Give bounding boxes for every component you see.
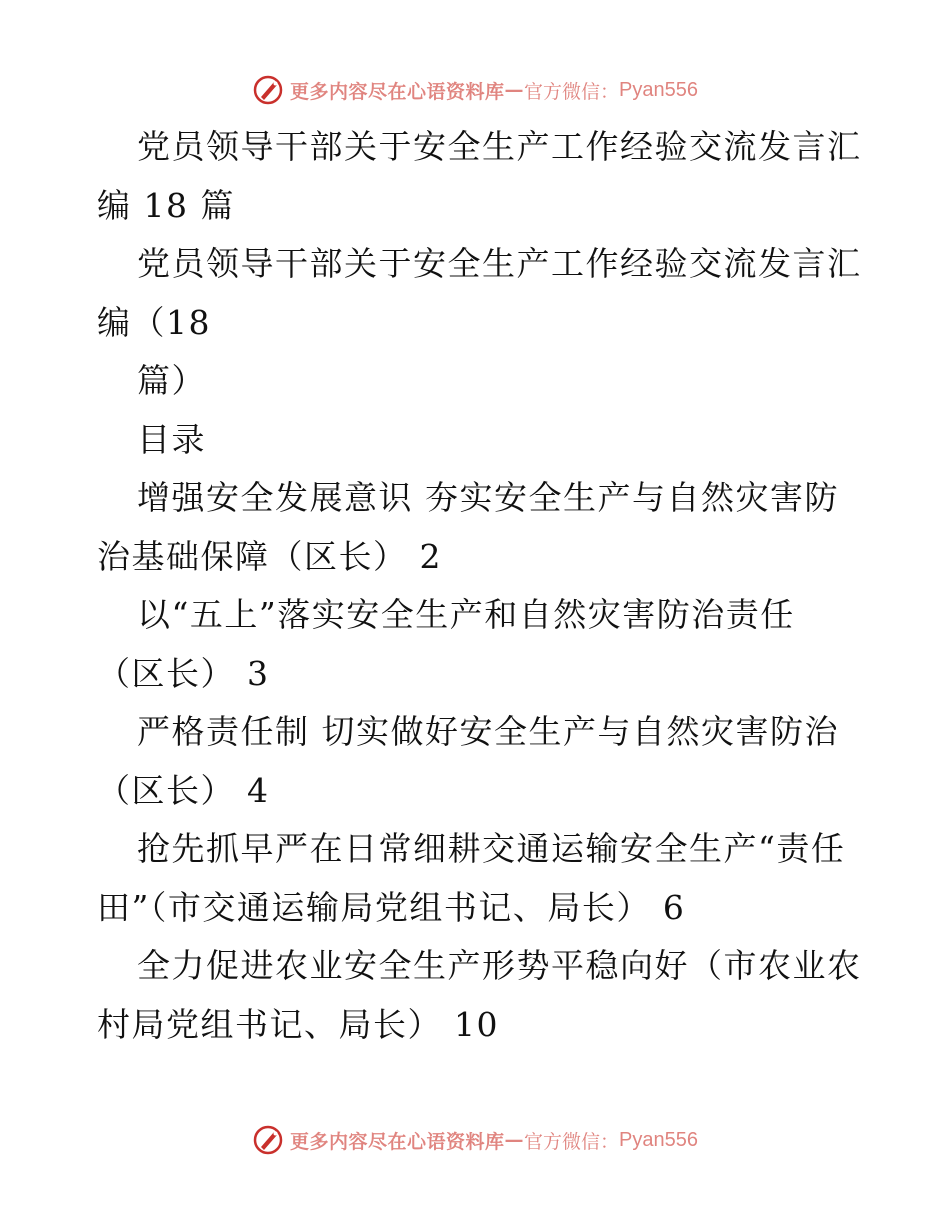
- toc-entry-1-line-2: 治基础保障（区长） 2: [97, 536, 442, 576]
- banner-dash: —: [504, 79, 525, 101]
- footer-watermark-banner: [0, 1120, 950, 1160]
- banner-wechat-id: Pyan556: [619, 78, 698, 101]
- toc-entry-4-line-1: 抢先抓早严在日常细耕交通运输安全生产“责任: [137, 829, 846, 868]
- toc-entry-3-line-2: （区长） 4: [97, 770, 270, 810]
- doc-subtitle-line-1: 党员领导干部关于安全生产工作经验交流发言汇: [137, 244, 862, 283]
- banner-dash: —: [504, 1129, 525, 1151]
- doc-title-line-2: 编 18 篇: [97, 185, 235, 225]
- banner-wechat-label: 官方微信：: [524, 80, 620, 103]
- toc-entry-5-line-1: 全力促进农业安全生产形势平稳向好（市农业农: [137, 946, 862, 985]
- toc-entry-2-line-1: 以“五上”落实安全生产和自然灾害防治责任: [137, 595, 795, 634]
- toc-heading: 目录: [137, 419, 206, 459]
- doc-title-line-1: 党员领导干部关于安全生产工作经验交流发言汇: [137, 127, 862, 166]
- doc-subtitle-line-2: 编（18: [97, 302, 211, 342]
- banner-wechat-label: 官方微信：: [524, 1130, 620, 1153]
- pen-logo-icon: [252, 74, 284, 106]
- banner-slogan: 更多内容尽在心语资料库: [290, 80, 505, 103]
- banner-wechat-id: Pyan556: [619, 1128, 698, 1151]
- toc-entry-4-line-2: 田”（市交通运输局党组书记、局长） 6: [97, 887, 686, 927]
- document-body: [97, 118, 862, 1054]
- toc-entry-5-line-2: 村局党组书记、局长） 10: [97, 1004, 499, 1044]
- banner-slogan: 更多内容尽在心语资料库: [290, 1130, 505, 1153]
- header-watermark-banner: [0, 70, 950, 110]
- toc-entry-2-line-2: （区长） 3: [97, 653, 270, 693]
- toc-entry-1-line-1: 增强安全发展意识 夯实安全生产与自然灾害防: [137, 478, 839, 517]
- doc-subtitle-line-3: 篇）: [137, 361, 206, 400]
- pen-logo-icon: [252, 1124, 284, 1156]
- toc-entry-3-line-1: 严格责任制 切实做好安全生产与自然灾害防治: [137, 712, 839, 751]
